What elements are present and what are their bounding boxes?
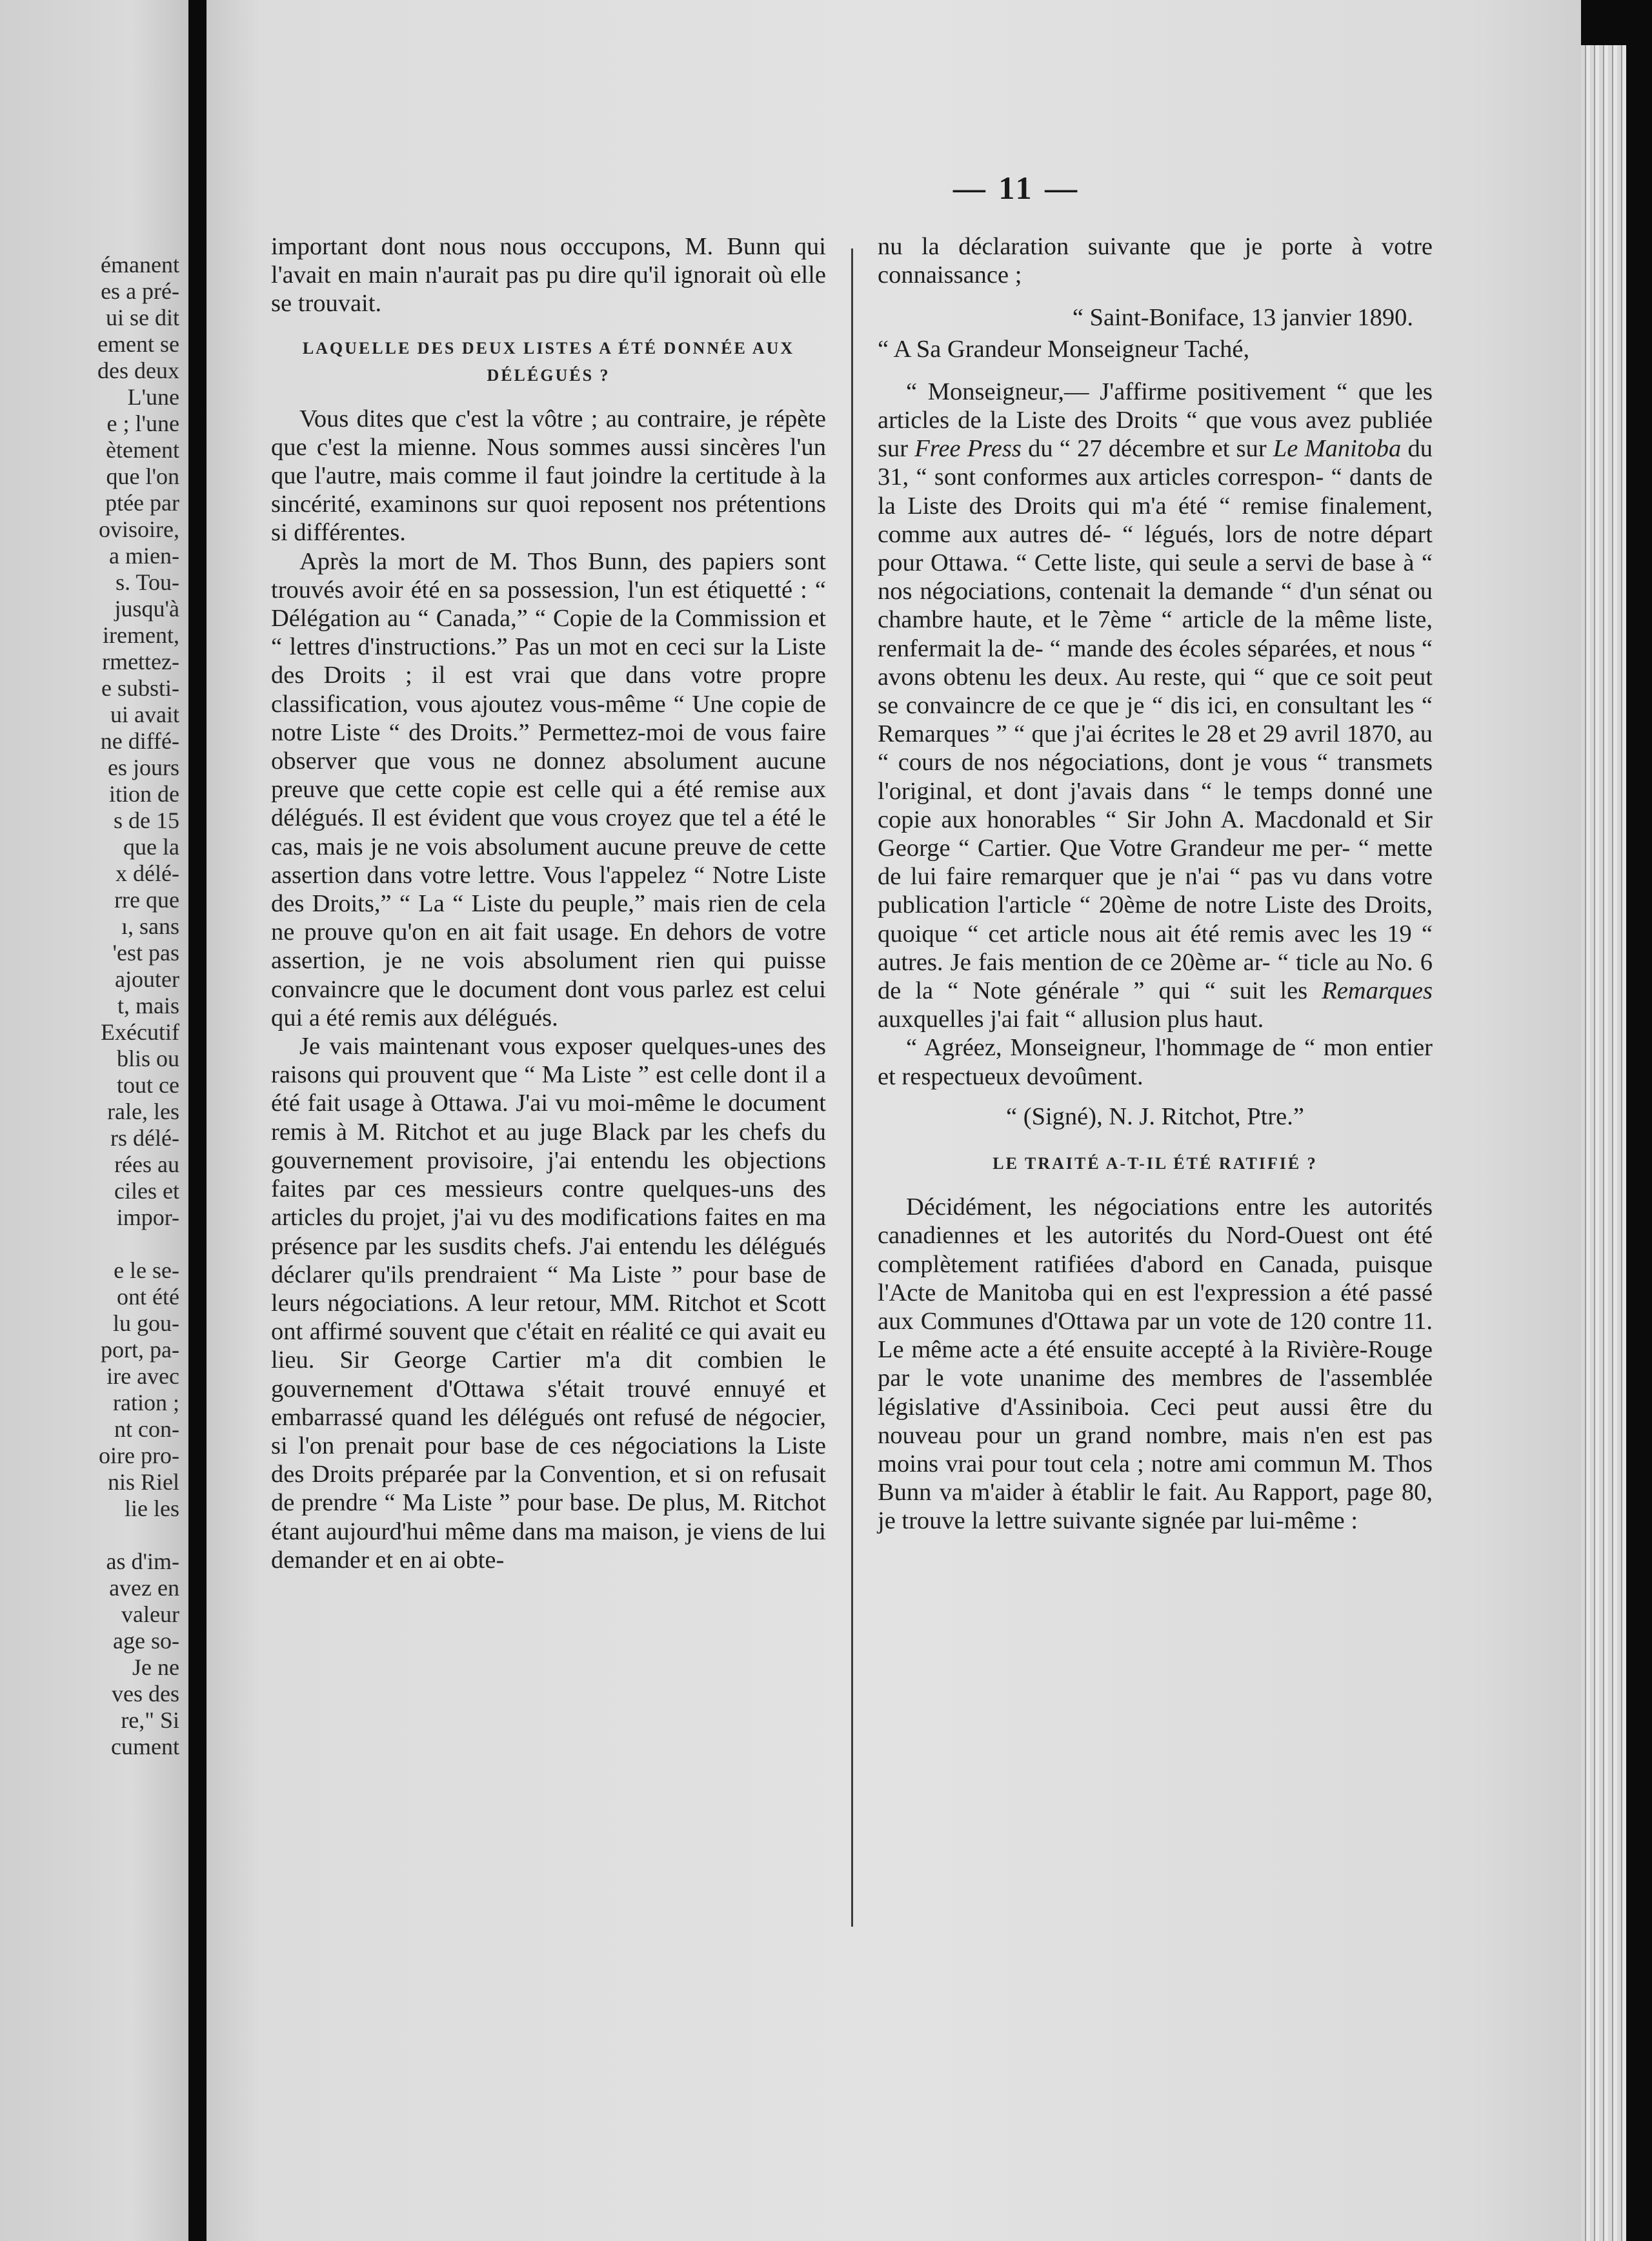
left-page-line: ont été (117, 1284, 179, 1310)
left-page-line: ui avait (110, 702, 179, 727)
left-page-line: es a pré- (101, 278, 179, 304)
left-page-line: irement, (103, 622, 179, 648)
left-page-line (5, 1522, 179, 1548)
left-page-line: ptée par (105, 490, 179, 516)
paragraph-continuation: nu la déclaration suivante que je porte à votre connaissance ; (878, 233, 1433, 289)
left-page-line: L'une (127, 384, 179, 410)
left-page-edge (0, 0, 188, 2241)
left-page-line: lie les (125, 1496, 179, 1521)
paragraph: Après la mort de M. Thos Bunn, des papiers sont trouvés avoir été en sa possession, l'un est étiquetté : “ Délégation au “ Canada,” “ Copie de la Commission et “ lettres d'instructions.” Pas un mot en ceci sur la Liste des Droits ; il est vrai que dans votre propre classification, vous ajoutez vous-même “ Une copie de notre Liste “ des Droits.” Permettez-moi de vous faire observer que vous ne donnez absolument aucune preuve que cette copie est celle qui a été remise aux délégués. Il est évident que vous croyez que tel a été le cas, mais je ne vois absolument aucune preuve de cette assertion dans votre lettre. Vous l'appelez “ Notre Liste des Droits,” “ La “ Liste du peuple,” mais rien de cela ne prouve qu'on en ait fait usage. En dehors de votre assertion, je ne vois absolument rien qui puisse convaincre que le document dont vous parlez est celui qui a été remis aux délégués. (271, 547, 826, 1031)
page-number: — 11 — (952, 170, 1080, 206)
left-page-line: cument (111, 1734, 179, 1759)
left-page-line: nis Riel (107, 1469, 179, 1495)
left-page-line: ı, sans (121, 913, 179, 939)
left-page-line: 'est pas (112, 940, 179, 966)
left-page-line: a mien- (109, 543, 179, 569)
left-page-line: Je ne (132, 1654, 179, 1680)
left-page-line: tout ce (117, 1072, 179, 1098)
newspaper-title: Le Manitoba (1273, 435, 1402, 463)
left-page-line: port, pa- (101, 1337, 179, 1363)
section-heading: LAQUELLE DES DEUX LISTES A ÉTÉ DONNÉE AUX DÉLÉGUÉS ? (302, 338, 795, 385)
left-page-line: as d'im- (106, 1548, 179, 1574)
left-column (271, 232, 826, 1574)
left-page-line (5, 1231, 179, 1257)
letter-signature: “ (Signé), N. J. Ritchot, Ptre.” (1006, 1102, 1304, 1130)
left-page-line: e substi- (101, 675, 179, 701)
left-page-line: valeur (121, 1601, 179, 1627)
left-page-line: ement se (97, 331, 179, 357)
left-page-line: jusqu'à (114, 596, 179, 622)
left-page-line: ration ; (113, 1390, 179, 1415)
left-page-line: ciles et (114, 1178, 179, 1204)
left-page-line: rées au (114, 1151, 179, 1177)
letter-date: “ Saint-Boniface, 13 janvier 1890. (1072, 304, 1413, 332)
left-page-line: rs délé- (110, 1125, 179, 1151)
letter-body (878, 378, 1433, 1034)
letter-salutation: “ A Sa Grandeur Monseigneur Taché, (878, 335, 1250, 363)
left-page-line: ire avec (106, 1363, 179, 1389)
left-page-line: ui se dit (106, 305, 179, 330)
left-page-line: ètement (106, 437, 179, 463)
letter-closing: “ Agréez, Monseigneur, l'hommage de “ mon entier et respectueux devoûment. (878, 1034, 1433, 1090)
paragraph-continuation: important dont nous nous occcupons, M. Bunn qui l'avait en main n'aurait pas pu dire qu'il ignorait où elle se trouvait. (271, 233, 826, 318)
left-page-line: oire pro- (99, 1443, 179, 1468)
left-page-line: des deux (97, 358, 179, 383)
left-page-line: que l'on (106, 463, 179, 489)
left-page-line: avez en (109, 1575, 179, 1601)
left-page-line: s. Tou- (116, 569, 179, 595)
left-page-line: nt con- (114, 1416, 179, 1442)
left-page-line: rre que (114, 887, 179, 913)
left-page-line: ves des (112, 1681, 179, 1707)
left-page-line: t, mais (117, 993, 179, 1019)
left-page-line: rale, les (107, 1099, 179, 1124)
document-title: Remarques (1322, 977, 1433, 1005)
letter-text: “ Monseigneur,— J'affirme positivement “ que les articles de la Liste des Droits “ que vous avez publiée sur (878, 378, 1433, 463)
left-page-line: age so- (113, 1628, 179, 1654)
page-edges (1581, 45, 1626, 2241)
left-page-line: rmettez- (102, 649, 179, 674)
letter-text: du “ 27 décembre et sur (1021, 435, 1273, 463)
left-page-line: e ; l'une (106, 411, 179, 436)
left-page-line: s de 15 (114, 807, 179, 833)
left-page-line: Exécutif (101, 1019, 179, 1045)
newspaper-title: Free Press (914, 435, 1022, 463)
left-page-line: ition de (109, 781, 179, 807)
left-page-line: émanent (101, 252, 179, 278)
section-heading: LE TRAITÉ A-T-IL ÉTÉ RATIFIÉ ? (992, 1154, 1318, 1173)
book-gutter (188, 0, 206, 2241)
left-page-line: re," Si (121, 1707, 179, 1733)
left-page-line: x délé- (116, 860, 179, 886)
left-page-line: lu gou- (113, 1310, 179, 1336)
paragraph: Décidément, les négociations entre les autorités canadiennes et les autorités du Nord-Ouest ont été complètement ratifiées d'abord en Canada, puisque l'Acte de Manitoba qui en est l'expression a été passé aux Communes d'Ottawa par un vote de 120 contre 11. Le même acte a été ensuite accepté à la Rivière-Rouge par le vote unanime des membres de l'assemblée législative d'Assiniboia. Ceci peut aussi être du nouveau pour un grand nombre, mais n'en est pas moins vrai pour tout cela ; notre ami commun M. Thos Bunn va m'aider à établir le fait. Au Rapport, page 80, je trouve la lettre suivante signée par lui-même : (878, 1193, 1433, 1535)
left-page-line: e le se- (114, 1257, 179, 1283)
left-page-line: impor- (116, 1204, 179, 1230)
left-page-line: blis ou (116, 1046, 179, 1071)
left-page-line: ne diffé- (100, 728, 179, 754)
left-page-line: ovisoire, (99, 516, 179, 542)
left-page-line: ajouter (115, 966, 179, 992)
left-page-fragments (5, 252, 179, 1760)
left-page-line: es jours (108, 755, 179, 780)
left-page-line: que la (123, 834, 179, 860)
right-column (878, 232, 1433, 1536)
column-divider (851, 248, 853, 1927)
paragraph: Vous dites que c'est la vôtre ; au contraire, je répète que c'est la mienne. Nous sommes aussi sincères l'un que l'autre, mais comme il faut joindre la certitude à la sincérité, examinons sur quoi reposent nos prétentions si différentes. (271, 405, 826, 547)
letter-text: auxquelles j'ai fait “ allusion plus haut. (878, 1006, 1264, 1033)
page (206, 0, 1581, 2241)
letter-text: du 31, “ sont conformes aux articles correspon- “ dants de la Liste des Droits qui m'a été “ remise finalement, comme aux autres dé- “ légués, lors de notre départ pour Ottawa. “ Cette liste, qui seule a servi de base à “ nos négociations, contenait la demande “ d'un sénat ou chambre haute, et le 7ème “ article de la même liste, renfermait la de- “ mande des écoles séparées, et nous “ avons obtenu les deux. Au reste, qui “ que ce soit peut se convaincre de ce que je “ dis ici, en consultant les “ Remarques ” “ que j'ai écrites le 28 et 29 avril 1870, au “ cours de nos négociations, dont je vous “ transmets l'original, et dont j'avais dans “ le temps donné une copie aux honorables “ Sir John A. Macdonald et Sir George “ Cartier. Que Votre Grandeur me per- “ mette de lui faire remarquer que je n'ai “ pas vu dans votre publication l'article “ 20ème de notre Liste des Droits, quoique “ cet article nous ait été remis avec les 19 “ autres. Je fais mention de ce 20ème ar- “ ticle au No. 6 de la “ Note générale ” qui “ suit les (878, 435, 1433, 1005)
paragraph: Je vais maintenant vous exposer quelques-unes des raisons qui prouvent que “ Ma Liste ” est celle dont il a été fait usage à Ottawa. J'ai vu moi-même le document remis à M. Ritchot et au juge Black par les chefs du gouvernement provisoire, j'ai entendu les objections faites par ces messieurs contre quelques-uns des articles du projet, j'ai vu des modifications faites en ma présence par les susdits chefs. J'ai entendu les délégués déclarer qu'ils prendraient “ Ma Liste ” pour base de leurs négociations. A leur retour, MM. Ritchot et Scott ont affirmé souvent que c'était en réalité ce qui avait eu lieu. Sir George Cartier m'a dit combien le gouvernement d'Ottawa s'était trouvé ennuyé et embarrassé quand les délégués ont refusé de négocier, si l'on prenait pour base de ces négociations la Liste des Droits préparée par la Convention, et si on refusait de prendre “ Ma Liste ” pour base. De plus, M. Ritchot étant aujourd'hui même dans ma maison, je viens de lui demander et en ai obte- (271, 1033, 826, 1574)
